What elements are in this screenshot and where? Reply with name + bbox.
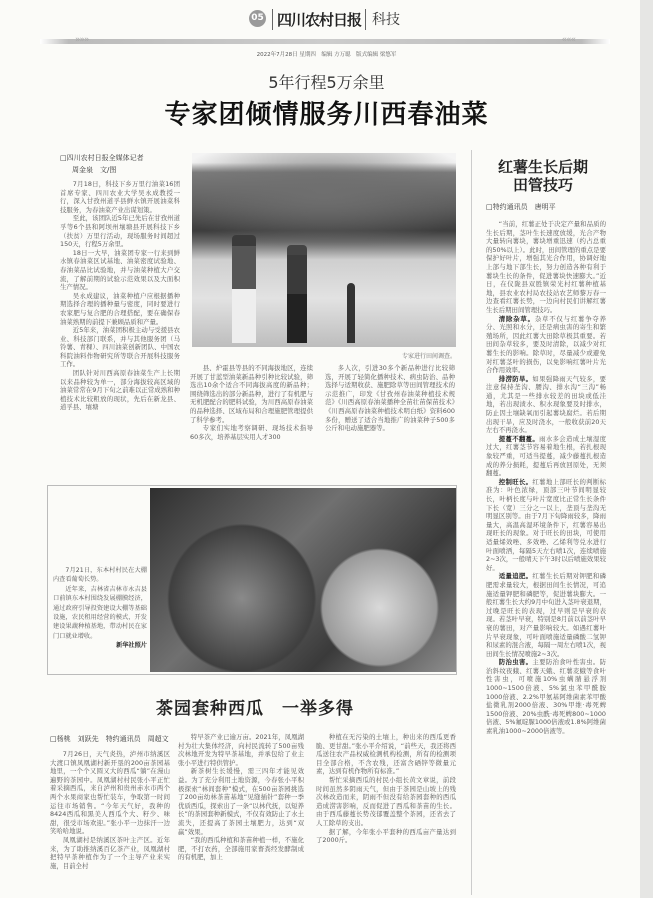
paragraph: 7月18日，科技下乡万里行油菜16团首席专家、四川农业大学吴永成教授一行，深入甘孜州道孚县鲜水镇开展油菜科技服务，为春油菜产业出谋划策。 [60, 180, 180, 214]
watermelon-col-1 [50, 750, 170, 870]
section-heading: 提蔓不翻蔓。 [498, 434, 540, 443]
section-heading: 适量追肥。 [498, 572, 533, 581]
watermelon-byline: □杨桃 刘跃先 特约通讯员 周超文 [50, 735, 169, 743]
section-paragraph [486, 375, 606, 435]
section-text: 红薯生长后期对钾肥和磷肥需求量较大，根据田间生长情况，可追施适量钾肥和磷肥等，促进薯块膨大。一般红薯生长大约9月中旬进入茎叶衰退期，过晚是旺长的表现，过早则是早衰的表现。若茎叶早衰，特别是8月前以前茎叶早衰的薯田，对产量影响较大。如遇红薯叶片早衰现象，可叶面喷施适量磷酸二氢钾和尿素的混合液，每隔一周左右喷1次，视田间生长情况喷施2~3次。 [486, 572, 607, 658]
paragraph: 团队针对川西高原春油菜生产上长期以来品种较为单一，部分海拔较高区域的油菜常常在9月下旬之前难以正常成熟和种植技术比较粗放的现状，先后在新龙县、道孚县、壤塘 [60, 369, 180, 412]
paragraph: 至此，该团队近5年已先后在甘孜州道孚等6个县和阿坝州壤塘县开展科技下乡（扶贫）万里行活动，现场服务时间超过150天，行程5万余里。 [60, 214, 180, 249]
photo-credit: 新华社照片 [116, 642, 147, 650]
caption-paragraph: 7月21日，东本村村民在大棚内查看葡萄长势。 [53, 567, 147, 584]
section-paragraph [486, 658, 606, 735]
newspaper-logo: 四川农村日报 [272, 9, 366, 30]
section-text: 如果强降雨天气较多，要注意保持垄沟、腰沟、排水沟“三沟”畅通，尤其是一些排水较差的田块或低洼地，若出现渍水、积水现象要及时排水，防止因土壤缺氧而引起薯块腐烂。若后期出现干旱，应及时浇水，一般收获前20天左右不再浇水。 [486, 374, 607, 435]
section-text: 主要防治食叶性害虫。防治斜纹夜蛾、红薯天蛾、红薯麦蛾等食叶性害虫，可喷施10%虫螨腈悬浮剂1000~1500倍液、5%氯虫苯甲酰胺1000倍液、2.2%甲氨基阿维菌素苯甲酸盐微乳剂2000倍液、30%甲维·毒死蜱1500倍液、20%虫酰·毒死蜱800~1000倍液、5%氟啶脲1000倍液或1.8%阿维菌素乳油1000~2000倍液等。 [486, 658, 607, 736]
page-number-badge: 05 [249, 10, 266, 27]
dateline: 2022年7月28日 星期四 编辑 方万聪 版式编辑 梁悠军 [256, 52, 397, 58]
paragraph: 7月26日，天气炎热，泸州市纳溪区大渡口镇凤凰湖村新开垦的200亩茶园基地里，一个个又圆又大的西瓜“躺”在漫山遍野的茶园中。凤凰湖村村民张小平正忙着采摘西瓜，来自泸州和贵州赤水市两个两个水果商家也帮忙装车，争取第一时间运往市场销售。“今年天气好，我种的8424西瓜和黑美人西瓜个大、籽少、味甜，很受市场欢迎。”张小平一边抹汗一边笑哈哈地说。 [50, 750, 170, 836]
sweet-potato-title-line1: 红薯生长后期 [497, 158, 588, 176]
lead-col-2 [190, 364, 313, 441]
lead-subtitle: 5年行程5万余里 [268, 73, 385, 92]
sweet-potato-body [486, 220, 606, 736]
section-text: 雨水多会造成土壤湿度过大，红薯茎节容易着地生根，若扎根现象较严重，可适当提蔓，减少藤蔓扎根造成的养分损耗，提蔓后再放回原处，无须翻蔓。 [486, 434, 607, 478]
photo-grape-greenhouse [150, 488, 456, 672]
paragraph: 专家们实地考察调研、现场技术指导60多次，培养基层实用人才300 [190, 424, 313, 441]
caption-paragraph: 近年来，吉林省吉林市永吉县口前镇东本村围绕发展棚膜经济，通过政府引导投资建设大棚等基础设施，农民租用经营的模式，开发建设果蔬种植基地，带动村民在家门口就业增收。 [53, 585, 147, 640]
paragraph: 特早茶产业已逾万亩。2021年，凤凰湖村为壮大集体经济，向村民流转了500亩残次林地开发为特早茶基地，并承包给了业主张小平进行特供管护。 [178, 733, 304, 767]
photo-field-survey [192, 153, 456, 347]
section-heading: 清除杂草。 [498, 314, 535, 323]
paragraph: 帮忙采摘西瓜的村民小组长黄文章说，前段时间虽然多阴雨天气，但由于茶园是山坡上的残次林改造而来，阴雨不但没有给茶园套种的西瓜造成涝害影响，反而促进了西瓜和茶苗的生长。由于西瓜藤蔓长势茂郁覆盖整个茶园，还省去了人工除草的支出。 [316, 775, 456, 827]
section-heading: 控制旺长。 [498, 477, 533, 486]
photo-caption: 专家进行田间调查。 [401, 353, 456, 360]
header-ribbon-divider [40, 39, 610, 44]
page-edge-strip [640, 0, 653, 898]
lead-byline-line1: □四川农村日报全媒体记者 [60, 154, 144, 162]
section-paragraph [486, 315, 606, 375]
column-divider [471, 150, 472, 895]
paragraph: 新茶树生长缓慢，需三四年才能见效益。为了充分利用土地资源，今春张小平积极探索“林间套种”模式，在500亩茶园挑选了200亩幼林茶苗基地“见缝插针”套种一季优质西瓜，探索出了一条“以林代抚，以短养长”的茶园套种新模式，不仅有效防止了水土流失，还提高了茶园土壤肥力，达到“双赢”效果。 [178, 767, 304, 836]
section-heading: 排涝防旱。 [498, 374, 533, 383]
sweet-potato-title-line2: 田管技巧 [512, 176, 573, 194]
lead-byline [60, 152, 144, 176]
sweet-potato-title [478, 158, 608, 194]
paragraph: 据了解，今年张小平套种的西瓜亩产量达到了2000斤。 [316, 827, 456, 845]
paragraph: 近5年来，油菜团积极主动与受援县农业、科技部门联系，并与其他服务团（马铃薯、青稞）、四川油菜创新团队、中国农科院油料作物研究所等联合开展科技服务工作。 [60, 326, 180, 369]
section-name: 科技 [372, 12, 400, 28]
section-text: 杂草不仅与红薯争夺养分、光照和水分，还是病虫害的寄生和繁殖场所，因此红薯大田除草极其重要。若田间杂草较多，要及时清除，以减少对红薯生长的影响。除草时，尽量减少或避免对红薯茎叶的损伤，以免影响红薯叶片光合作用效率。 [486, 314, 607, 375]
lead-title: 专家团倾情服务川西春油菜 [164, 100, 489, 130]
section-paragraph [486, 572, 606, 658]
paragraph: 多人次，引进30多个新品种进行比较筛选，开展了轻简化播种技术、病虫防治、品种选择与适期收获、施肥除草等田间管理技术的示范推广，印发《甘孜州春油菜种植技术规范》《川西高原春油菜播种全苗壮苗保苗技术》《川西高原春油菜种植技术明白纸》资料600多份，赠送了适合当地推广的油菜种子500多公斤和电动施肥器等。 [325, 364, 455, 433]
watermelon-title: 茶园套种西瓜 一举多得 [156, 699, 354, 719]
section-paragraph [486, 435, 606, 478]
lead-col-1 [60, 180, 180, 412]
lead-byline-line2: 周金泉 文/图 [72, 166, 117, 174]
photo-feature-caption [53, 566, 147, 651]
paragraph: 18日一大早，油菜团专家一行来到鲜水镇春油菜区试基地、油菜密度试验地、春油菜品比试验地，并与油菜种植大户交流，了解前期的试验示范效果以及大面积生产情况。 [60, 248, 180, 292]
watermelon-col-3 [316, 733, 456, 845]
watermelon-col-2 [178, 733, 304, 862]
paragraph: 吴永成建议，油菜种植户应根据播种期选择合理的播种量与密度，同时要进行农家肥与复合肥的合理搭配，要在确保春油菜熟期的前提下兼顾品质和产量。 [60, 291, 180, 326]
lead-col-3 [325, 364, 455, 433]
paragraph: 种植在无污染的土壤上，种出来的西瓜更香脆、更甘甜。”张小平介绍说，“前些天，我还将西瓜送往农产品权威检测机构检测，所有的检测项目全部合格，不含农残，还富含硒锌等微量元素，达到有机作物所有标准。” [316, 733, 456, 776]
sweet-potato-byline: □特约通讯员 唐明平 [486, 203, 556, 211]
paragraph: 凤凰湖村是纳溪区茶叶主产区。近年来，为了助推纳溪百亿茶产业，凤凰湖村把特早茶种植作为了一个主导产业来实施，目前全村 [50, 835, 170, 870]
paragraph: “我的西瓜种植和茶苗种植一样，不施化肥，不打农药，全部施用家畜粪经发酵制成的有机肥，加上 [178, 836, 304, 862]
section-paragraph [486, 478, 606, 573]
section-text: 红薯地上部旺长的判断标准为：叶色浓绿，顶部三叶节间明显较长，叶柄长度与叶片宽度比正常生长条件下长（宽）三分之一以上，垄顶与垄沟无明显区别等。由于7月下旬降雨较多，降雨量大，高温高湿环境条件下，红薯容易出现旺长的现象。对于旺长的田块，可使用适量烯效唑、多效唑、乙烯利等兑水进行叶面喷洒，每隔5天左右喷1次，连续喷施2~3次，一般晴天下午3时以后喷施效果较好。 [486, 477, 607, 572]
section-heading: 防治虫害。 [498, 658, 533, 667]
paragraph: 县、炉霍县等县的不同海拔地区，连续开展了甘蓝型油菜新品种引种比较试验，筛选出10余个适合不同海拔高度的新品种；围绕筛选出的部分新品种，进行了有机肥与无机肥配合的肥料试验，为川西高原春油菜的品种选择、区域布局和合理施肥管理提供了科学参考。 [190, 364, 313, 424]
paragraph: “当前，红薯正处于决定产量和品质的生长后期，茎叶生长速度放缓，光合产物大量转向薯块，薯块增重迅速（约占总重的50%以上）。此时，田间管理的重点是要保护好叶片，增强其光合作用，协调好地上部与地下部生长，努力创造各种有利于薯块生长的条件，促进薯块快速膨大。”近日，在仪陇县双胜镇荣光村红薯种植基地，县农业农村局农技站农艺师黎万春一边查看红薯长势，一边向村民们讲解红薯生长后期田间管理技巧。 [486, 220, 606, 314]
